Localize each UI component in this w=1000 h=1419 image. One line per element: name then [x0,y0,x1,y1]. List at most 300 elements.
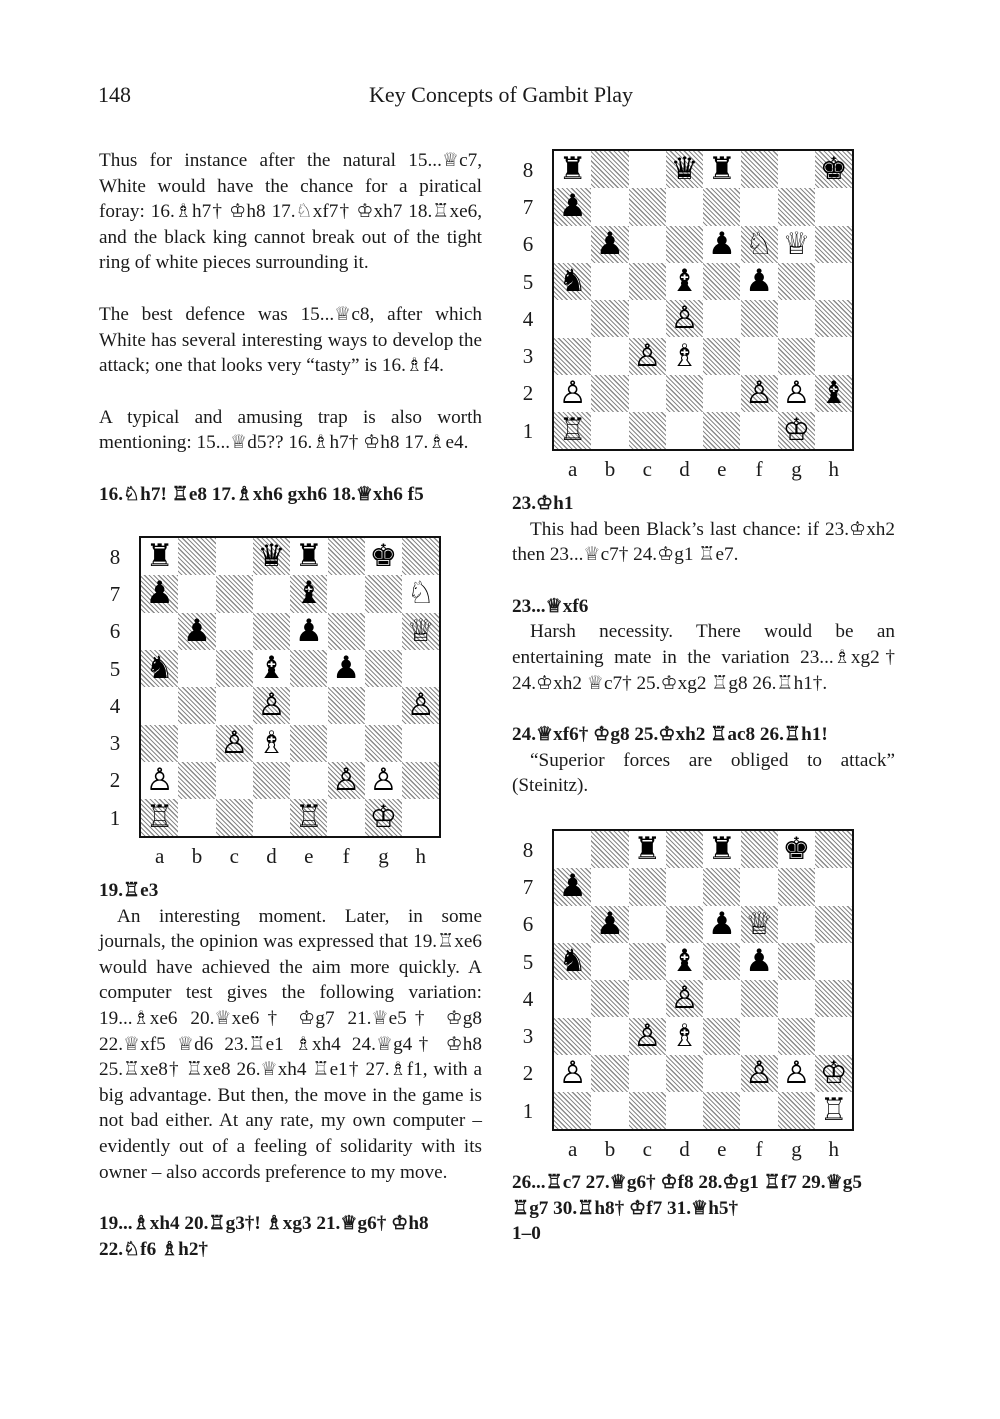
square-c4 [216,687,253,724]
file-label-f: f [755,457,763,482]
square-a3 [141,725,178,762]
square-d4 [666,980,703,1017]
piece-e8: ♜ [294,538,323,575]
square-g2 [778,375,815,412]
square-b6 [591,906,628,943]
square-f4 [328,687,365,724]
square-b2 [178,762,215,799]
square-h1 [815,1092,852,1129]
square-b4 [591,980,628,1017]
piece-d5: ♝ [670,263,699,300]
square-d7 [666,188,703,225]
square-d3 [253,725,290,762]
square-h7 [815,868,852,905]
piece-g1: ♔ [369,799,398,836]
piece-e6: ♟ [294,612,323,649]
piece-a5: ♞ [558,263,587,300]
square-d7 [253,575,290,612]
square-e4 [290,687,327,724]
piece-d4: ♙ [670,980,699,1017]
square-h4 [815,300,852,337]
rank-label-1: 1 [109,805,121,830]
square-b7 [591,868,628,905]
square-e3 [290,725,327,762]
left-column [99,148,482,1260]
square-f2 [328,762,365,799]
file-label-d: d [679,457,690,482]
file-label-b: b [604,1137,616,1162]
piece-e6: ♟ [707,905,736,942]
piece-d3: ♗ [257,724,286,761]
piece-a5: ♞ [558,943,587,980]
square-b2 [591,1055,628,1092]
square-g4 [778,300,815,337]
rank-label-1: 1 [522,418,534,443]
square-f3 [741,1018,778,1055]
file-label-g: g [791,1137,802,1162]
piece-d8: ♛ [257,538,286,575]
square-d5 [666,943,703,980]
final-moves-block [512,1170,895,1247]
page-number: 148 [98,82,131,107]
rank-label-8: 8 [522,157,534,182]
rank-label-4: 4 [522,986,534,1011]
square-a5 [554,943,591,980]
square-b4 [178,687,215,724]
file-label-h: h [828,1137,839,1162]
square-g1 [778,1092,815,1129]
square-f8 [328,538,365,575]
square-e6 [703,906,740,943]
square-g4 [778,980,815,1017]
piece-g6: ♕ [782,225,811,262]
square-d1 [666,1092,703,1129]
square-a6 [554,906,591,943]
square-a3 [554,338,591,375]
square-d1 [666,412,703,449]
piece-f2: ♙ [745,1054,774,1091]
square-e5 [703,263,740,300]
square-b4 [591,300,628,337]
board-grid [552,829,854,1131]
file-label-a: a [567,1137,578,1162]
square-d3 [666,338,703,375]
piece-c3: ♙ [220,724,249,761]
square-g3 [778,1018,815,1055]
piece-a1: ♖ [558,412,587,449]
square-g5 [778,943,815,980]
rank-label-6: 6 [522,912,534,937]
file-label-h: h [828,457,839,482]
square-f8 [741,151,778,188]
piece-e8: ♜ [707,151,736,188]
rank-label-8: 8 [109,544,121,569]
square-g5 [365,650,402,687]
piece-e7: ♝ [294,575,323,612]
rank-label-5: 5 [109,656,121,681]
piece-a7: ♟ [145,575,174,612]
square-a1 [554,1092,591,1129]
square-h7 [402,575,439,612]
paragraph-q1: 23.♔h1 [512,493,574,514]
square-b1 [591,412,628,449]
square-e7 [703,868,740,905]
paragraph-p6: An interesting moment. Later, in some journals, the opinion was expressed that 19.♖xe6 would have achieved the aim more quickly. A computer test gives the following variation: 19...♗xe6 20.♕xe6† ♔g7 21.♕e5† ♔g8 22.♕xf5 ♕d6 23.♖e1 ♗xh4 24.♕g4† ♔h8 25.♖xe8† ♖xe8 26.♕xh4 ♖e1† 27.♗f1, with a big advantage. But then, the move in the game is not bad either. At any rate, my own computer – evidently out of a feeling of solidarity with its owner – also accords preference to my move. [99,905,482,1183]
file-label-a: a [567,457,578,482]
square-c6 [629,906,666,943]
file-label-f: f [755,1137,763,1162]
rank-label-7: 7 [109,581,121,606]
square-a2 [554,1055,591,1092]
paragraph-q7: 26...♖c7 27.♕g6† ♔f8 28.♔g1 ♖f7 29.♕g5 ♖g7 30.♖h8† ♔f7 31.♕h5† [512,1172,862,1219]
square-b5 [591,943,628,980]
square-h1 [815,412,852,449]
square-b3 [591,1018,628,1055]
square-h2 [402,762,439,799]
piece-a7: ♟ [558,188,587,225]
rank-label-1: 1 [522,1098,534,1123]
piece-d4: ♙ [670,300,699,337]
square-c8 [216,538,253,575]
square-a5 [141,650,178,687]
piece-f6: ♕ [745,905,774,942]
square-f8 [741,831,778,868]
piece-d5: ♝ [257,650,286,687]
piece-e6: ♟ [707,225,736,262]
paragraph-q4: Harsh necessity. There would be an entertaining mate in the variation 23...♗xg2† 24.♔xh2 ♕c7† 25.♔xg2 ♖g8 26.♖h1†. [512,621,895,694]
square-e5 [290,650,327,687]
piece-h2: ♔ [819,1054,848,1091]
square-c2 [629,1055,666,1092]
piece-a1: ♖ [145,799,174,836]
square-d8 [253,538,290,575]
square-e8 [703,151,740,188]
file-label-g: g [791,457,802,482]
file-label-e: e [717,457,727,482]
square-a2 [554,375,591,412]
square-e8 [703,831,740,868]
square-c6 [216,613,253,650]
rank-label-3: 3 [109,731,121,756]
square-b8 [591,831,628,868]
square-h8 [402,538,439,575]
square-a1 [141,799,178,836]
square-g7 [778,868,815,905]
rank-label-4: 4 [522,306,534,331]
square-g8 [778,831,815,868]
piece-d3: ♗ [670,1017,699,1054]
square-h6 [815,226,852,263]
square-d8 [666,831,703,868]
square-e5 [703,943,740,980]
square-h4 [402,687,439,724]
square-c7 [216,575,253,612]
piece-c3: ♙ [633,1017,662,1054]
piece-b6: ♟ [596,905,624,942]
square-d2 [666,1055,703,1092]
file-label-d: d [266,844,277,869]
piece-f5: ♟ [745,263,774,300]
square-g2 [365,762,402,799]
square-f7 [328,575,365,612]
square-d3 [666,1018,703,1055]
piece-g1: ♔ [782,412,811,449]
square-h6 [402,613,439,650]
square-c6 [629,226,666,263]
piece-h8: ♚ [819,151,848,188]
square-a5 [554,263,591,300]
square-d5 [253,650,290,687]
piece-b6: ♟ [183,612,211,649]
square-e1 [703,412,740,449]
square-e7 [290,575,327,612]
square-h5 [815,263,852,300]
square-d4 [666,300,703,337]
piece-f6: ♘ [745,225,774,262]
square-b1 [591,1092,628,1129]
square-c3 [629,1018,666,1055]
square-h3 [815,1018,852,1055]
square-a8 [554,831,591,868]
square-g3 [365,725,402,762]
square-b8 [178,538,215,575]
square-f5 [741,943,778,980]
square-a6 [554,226,591,263]
square-a4 [141,687,178,724]
square-c8 [629,151,666,188]
square-d6 [666,226,703,263]
file-label-b: b [604,457,616,482]
square-b1 [178,799,215,836]
square-h5 [402,650,439,687]
square-g1 [778,412,815,449]
square-e3 [703,1018,740,1055]
file-label-d: d [679,1137,690,1162]
piece-e1: ♖ [294,799,323,836]
piece-f2: ♙ [332,761,361,798]
file-label-b: b [191,844,203,869]
square-f6 [328,613,365,650]
rank-label-6: 6 [109,619,121,644]
rank-label-5: 5 [522,269,534,294]
square-e4 [703,300,740,337]
piece-c3: ♙ [633,337,662,374]
square-e3 [703,338,740,375]
square-c3 [216,725,253,762]
square-c5 [216,650,253,687]
piece-g2: ♙ [369,761,398,798]
square-g3 [778,338,815,375]
square-e1 [703,1092,740,1129]
square-a4 [554,300,591,337]
piece-d3: ♗ [670,337,699,374]
piece-f5: ♟ [745,943,774,980]
rank-label-4: 4 [109,693,121,718]
piece-h4: ♙ [406,687,435,724]
square-h3 [815,338,852,375]
paragraph-p1: Thus for instance after the natural 15...♕c7, White would have the chance for a piratical foray: 16.♗h7† ♔h8 17.♘xf7† ♔xh7 18.♖xe6, and the black king cannot break out of the tight ring of white pieces surrounding it. [99,150,482,274]
square-a7 [554,188,591,225]
paragraph-q5: 24.♕xf6† ♔g8 25.♔xh2 ♖ac8 26.♖h1! [512,724,828,746]
square-d2 [253,762,290,799]
piece-a2: ♙ [145,761,174,798]
square-f5 [741,263,778,300]
square-d5 [666,263,703,300]
square-a1 [554,412,591,449]
square-e4 [703,980,740,1017]
square-h3 [402,725,439,762]
square-c4 [629,300,666,337]
square-b6 [178,613,215,650]
square-a7 [554,868,591,905]
square-e2 [703,375,740,412]
square-e7 [703,188,740,225]
square-b7 [178,575,215,612]
rank-label-2: 2 [522,381,534,406]
rank-label-2: 2 [109,768,121,793]
square-d6 [253,613,290,650]
square-f6 [741,226,778,263]
square-f2 [741,1055,778,1092]
square-g2 [778,1055,815,1092]
square-c1 [629,1092,666,1129]
square-b5 [591,263,628,300]
piece-a7: ♟ [558,868,587,905]
piece-e8: ♜ [707,831,736,868]
piece-h6: ♕ [406,612,435,649]
square-e2 [290,762,327,799]
piece-a2: ♙ [558,374,587,411]
rank-label-7: 7 [522,874,534,899]
square-c7 [629,188,666,225]
rank-label-7: 7 [522,194,534,219]
square-f7 [741,868,778,905]
paragraph-p5: 19.♖e3 [99,880,159,901]
square-b7 [591,188,628,225]
square-f4 [741,300,778,337]
square-d1 [253,799,290,836]
square-e6 [290,613,327,650]
rank-label-8: 8 [522,837,534,862]
piece-g8: ♚ [782,831,811,868]
square-h1 [402,799,439,836]
square-a3 [554,1018,591,1055]
rank-label-6: 6 [522,232,534,257]
square-h8 [815,151,852,188]
square-d7 [666,868,703,905]
piece-h2: ♝ [819,374,848,411]
paragraph-p7: 19...♗xh4 20.♖g3†! ♗xg3 21.♕g6† ♔h8 22.♘f6 ♗h2† [99,1213,429,1260]
square-f3 [741,338,778,375]
square-f1 [741,412,778,449]
rank-label-3: 3 [522,344,534,369]
square-f4 [741,980,778,1017]
square-h7 [815,188,852,225]
square-b2 [591,375,628,412]
square-g7 [365,575,402,612]
piece-g2: ♙ [782,1054,811,1091]
paragraph-q8: 1–0 [512,1223,541,1245]
square-h5 [815,943,852,980]
square-e8 [290,538,327,575]
square-f1 [328,799,365,836]
square-g1 [365,799,402,836]
paragraph-p4: 16.♘h7! ♖e8 17.♗xh6 gxh6 18.♕xh6 f5 [99,483,424,505]
paragraph-p3: A typical and amusing trap is also worth mentioning: 15...♕d5?? 16.♗h7† ♔h8 17.♗e4. [99,406,482,454]
rank-label-5: 5 [522,949,534,974]
square-a7 [141,575,178,612]
square-a2 [141,762,178,799]
square-f6 [741,906,778,943]
square-g4 [365,687,402,724]
square-a4 [554,980,591,1017]
rank-label-2: 2 [522,1061,534,1086]
piece-h1: ♖ [819,1092,848,1129]
running-title: Key Concepts of Gambit Play [369,82,633,107]
square-g7 [778,188,815,225]
square-f1 [741,1092,778,1129]
file-label-c: c [642,1137,652,1162]
piece-c8: ♜ [633,831,662,868]
square-a8 [554,151,591,188]
square-e6 [703,226,740,263]
square-f3 [328,725,365,762]
file-label-c: c [229,844,239,869]
square-f2 [741,375,778,412]
board-grid [139,536,441,838]
square-c5 [629,263,666,300]
file-label-e: e [717,1137,727,1162]
square-h8 [815,831,852,868]
left-lower-block [99,878,482,1262]
square-c3 [629,338,666,375]
piece-a8: ♜ [558,151,587,188]
piece-g2: ♙ [782,374,811,411]
square-h6 [815,906,852,943]
square-a6 [141,613,178,650]
square-c1 [216,799,253,836]
piece-h7: ♘ [406,575,435,612]
piece-b6: ♟ [596,225,624,262]
piece-d8: ♛ [670,151,699,188]
paragraph-q3: 23...♕xf6 [512,595,589,617]
file-label-a: a [154,844,165,869]
square-f5 [328,650,365,687]
piece-f2: ♙ [745,374,774,411]
paragraph-p2: The best defence was 15...♕c8, after which White has several interesting ways to develop the attack; one that looks very “tasty” is 16.♗f4. [99,303,482,377]
piece-f5: ♟ [332,650,361,687]
piece-a5: ♞ [145,650,174,687]
square-d2 [666,375,703,412]
square-c2 [629,375,666,412]
square-h4 [815,980,852,1017]
square-b3 [178,725,215,762]
square-c5 [629,943,666,980]
square-d4 [253,687,290,724]
square-b3 [591,338,628,375]
piece-a8: ♜ [145,538,174,575]
board-grid [552,149,854,451]
file-label-c: c [642,457,652,482]
file-label-e: e [304,844,314,869]
square-g6 [778,906,815,943]
square-f7 [741,188,778,225]
square-a8 [141,538,178,575]
rank-label-3: 3 [522,1024,534,1049]
square-b5 [178,650,215,687]
right-column [512,491,895,1245]
square-h2 [815,375,852,412]
